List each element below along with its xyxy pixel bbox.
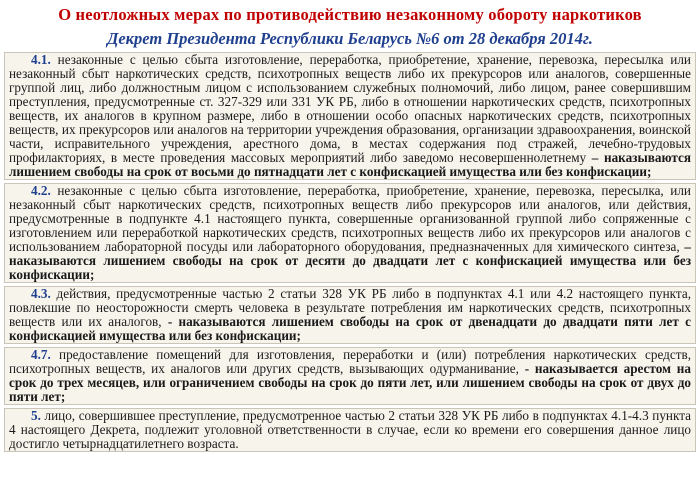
penalty-text: – наказываются лишением свободы на срок от восьми до пятнадцати лет с конфискацией имущества или без конфискации; [9,150,692,179]
paragraph-4-1 [4,52,696,180]
penalty-text: - наказываются лишением свободы на срок от двенадцати до двадцати пяти лет с конфискацией имущества или без конфискации; [9,314,692,343]
paragraph-5 [4,408,696,452]
paragraph-text: незаконные с целью сбыта изготовление, переработка, приобретение, хранение, перевозка, пересылка или незаконный сбыт наркотических средств, психотропных веществ либо их прекурсоров или аналогов, совершенные группой лиц, либо должностным лицом с использованием служебных полномочий, либо лицом, ранее совершившим преступления, предусмотренные ст. 327-329 или 331 УК РБ, либо в отношении наркотических средств, психотропных веществ, их аналогов в крупном размере, либо в отношении особо опасных наркотических средств, психотропных веществ, их прекурсоров или аналогов на территории учреждения образования, организации здравоохранения, воинской части, исправительного учреждения, арестного дома, в местах содержания под стражей, лечебно-трудовых профилакториях, в месте проведения массовых мероприятий либо заведомо несовершеннолетнему [9,52,691,165]
paragraph-4-3 [4,286,696,344]
penalty-text: - наказывается арестом на срок до трех месяцев, или ограничением свободы на срок до пяти лет, или лишением свободы на срок от двух до пяти лет; [9,361,691,404]
decree-subtitle: Декрет Президента Республики Беларусь №6 от 28 декабря 2014г. [107,29,593,48]
paragraph-number: 4.7. [31,347,51,362]
paragraph-4-2 [4,183,696,283]
paragraph-4-7 [4,347,696,405]
paragraph-number: 4.3. [31,286,51,301]
paragraph-number: 4.1. [31,52,51,67]
paragraph-number: 4.2. [31,183,51,198]
paragraph-text: лицо, совершившее преступление, предусмотренное частью 2 статьи 328 УК РБ либо в подпунктах 4.1-4.3 пункта 4 настоящего Декрета, подлежит уголовной ответственности в случае, если ко времени его совершения данное лицо достигло четырнадцатилетнего возраста. [9,408,691,451]
page-title: О неотложных мерах по противодействию незаконному обороту наркотиков [58,5,642,24]
paragraph-text: незаконные с целью сбыта изготовление, переработка, приобретение, хранение, перевозка, пересылка, или незаконный сбыт наркотических средств, психотропных веществ либо прекурсоров или аналогов, или действия, предусмотренные в подпункте 4.1 настоящего пункта, совершенные организованной группой либо сопряженные с изготовлением или переработкой наркотических средств, психотропных веществ либо их прекурсоров или аналогов с использованием лабораторной посуды или лабораторного оборудования, предназначенных для химического синтеза, [9,183,691,254]
paragraph-text: действия, предусмотренные частью 2 статьи 328 УК РБ либо в подпунктах 4.1 или 4.2 настоящего пункта, повлекшие по неосторожности смерть человека в результате потребления им наркотических средств, психотропных веществ или их аналогов, [9,286,691,329]
paragraph-text: предоставление помещений для изготовления, переработки и (или) потребления наркотических средств, психотропных веществ, их аналогов или других средств, вызывающих одурманивание, [9,347,691,376]
penalty-text: – наказываются лишением свободы на срок от десяти до двадцати лет с конфискацией имущества или без конфискации; [9,239,691,282]
paragraph-number: 5. [31,408,41,423]
